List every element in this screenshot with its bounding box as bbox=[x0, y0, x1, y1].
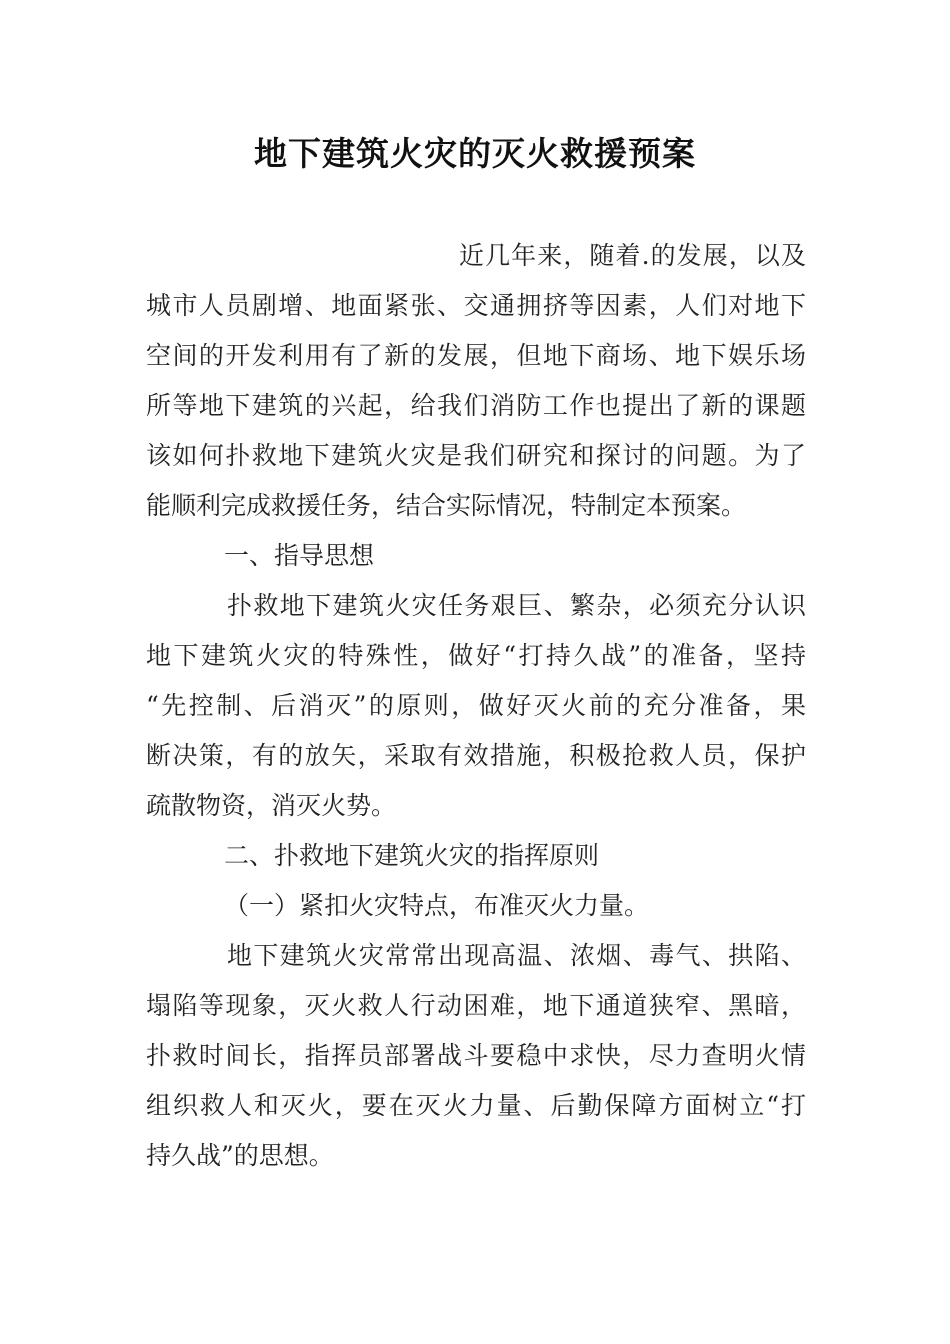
subsection-heading: （一）紧扣火灾特点，布准灭火力量。 bbox=[224, 891, 650, 920]
paragraph-line: 近几年来，随着.的发展，以及 bbox=[459, 241, 806, 270]
section-heading: 一、指导思想 bbox=[224, 541, 375, 570]
paragraph-line: 塌陷等现象，灭火救人行动困难，地下通道狭窄、黑暗， bbox=[146, 991, 806, 1020]
paragraph-line: 扑救时间长，指挥员部署战斗要稳中求快，尽力查明火情 bbox=[146, 1041, 806, 1070]
paragraph-line: 扑救地下建筑火灾任务艰巨、繁杂，必须充分认识 bbox=[227, 591, 806, 620]
paragraph-line: 疏散物资，消灭火势。 bbox=[146, 791, 397, 820]
paragraph-line: 持久战”的思想。 bbox=[146, 1141, 334, 1170]
paragraph-line: 断决策，有的放矢，采取有效措施，积极抢救人员，保护 bbox=[146, 741, 806, 770]
paragraph-line: 城市人员剧增、地面紧张、交通拥挤等因素，人们对地下 bbox=[146, 291, 806, 320]
paragraph-line: 地下建筑火灾常常出现高温、浓烟、毒气、拱陷、 bbox=[227, 941, 806, 970]
paragraph-line: “先控制、后消灭”的原则，做好灭火前的充分准备，果 bbox=[146, 691, 806, 720]
paragraph-line: 地下建筑火灾的特殊性，做好“打持久战”的准备，坚持 bbox=[146, 641, 806, 670]
paragraph-line: 能顺利完成救援任务，结合实际情况，特制定本预案。 bbox=[146, 491, 747, 520]
paragraph-line: 该如何扑救地下建筑火灾是我们研究和探讨的问题。为了 bbox=[146, 441, 806, 470]
paragraph-line: 所等地下建筑的兴起，给我们消防工作也提出了新的课题 bbox=[146, 391, 806, 420]
section-heading: 二、扑救地下建筑火灾的指挥原则 bbox=[224, 841, 600, 870]
paragraph-line: 空间的开发利用有了新的发展，但地下商场、地下娱乐场 bbox=[146, 341, 806, 370]
document-title: 地下建筑火灾的灭火救援预案 bbox=[254, 134, 696, 173]
paragraph-line: 组织救人和灭火，要在灭火力量、后勤保障方面树立“打 bbox=[146, 1091, 806, 1120]
